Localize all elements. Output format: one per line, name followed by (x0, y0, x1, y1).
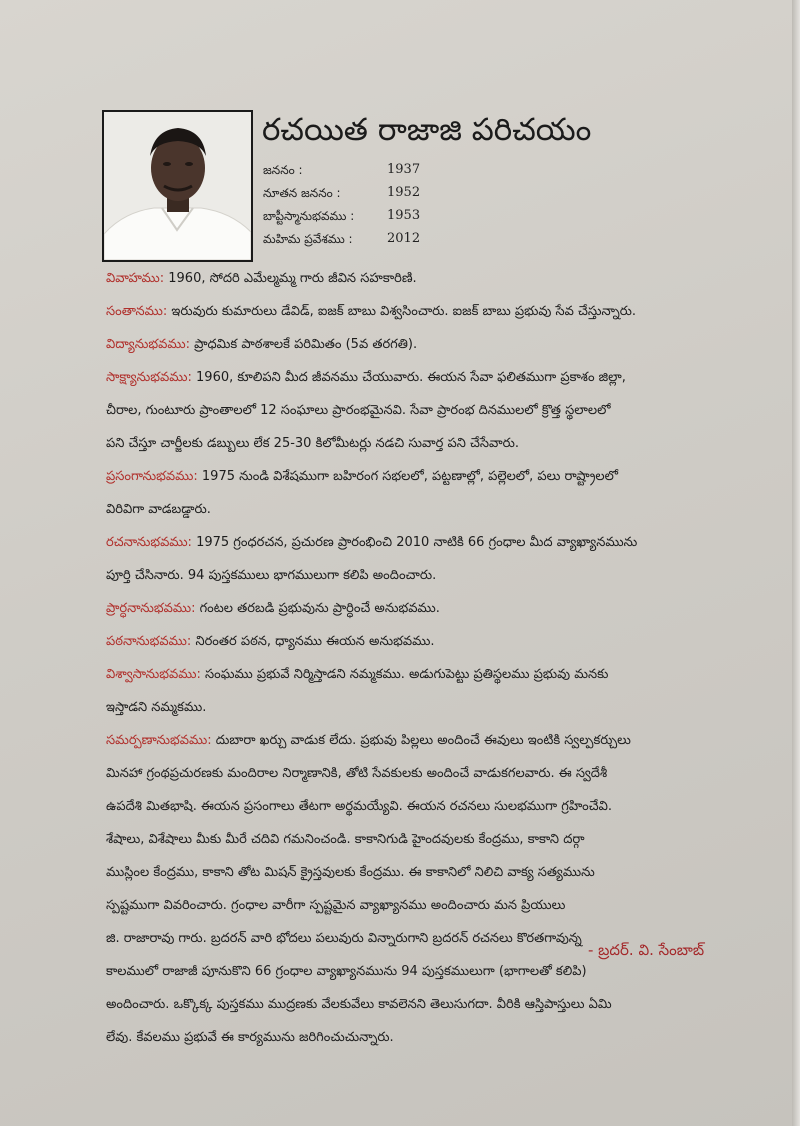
paragraph-line: ఉపదేశి మితభాషి. ఈయన ప్రసంగాలు తేటగా అర్థమయ్యేవి. ఈయన రచనలు సులభముగా గ్రహించేవి. (106, 799, 612, 814)
paragraph-line: మినహా గ్రంథప్రచురణకు మందిరాల నిర్మాణానికి, తోటి సేవకులకు అందించే వాడుకగలవారు. ఈ స్వదేశీ (106, 766, 608, 781)
profile-value: 1952 (387, 185, 421, 200)
paragraph-heading: సాక్ష్యానుభవము: (106, 370, 192, 385)
paragraph-heading: రచనానుభవము: (106, 535, 192, 550)
paragraph-heading: విద్యానుభవము: (106, 337, 190, 352)
paragraph-line: సంఘము ప్రభువే నిర్మిస్తాడని నమ్మకము. అడుగుపెట్టు ప్రతిస్థలము ప్రభువు మనకు (200, 667, 609, 682)
paragraph-line: చీరాల, గుంటూరు ప్రాంతాలలో 12 సంఘాలు ప్రారంభమైనవి. సేవా ప్రారంభ దినములలో క్రొత్త స్థలాలలో (106, 403, 611, 418)
paragraph-preaching (106, 460, 746, 493)
paragraph-line: ముస్లింల కేంద్రము, కాకాని తోట మిషన్ క్రైస్తవులకు కేంద్రము. ఈ కాకానిలో నిలిచి వాక్య సత్యమును (106, 865, 595, 880)
profile-label: బాప్టీస్మానుభవము : (263, 209, 355, 223)
paragraph-heading: పఠనానుభవము: (106, 634, 192, 649)
paragraph-line: జి. రాజారావు గారు. బ్రదరన్ వారి భోదలు పలువురు విన్నారుగాని బ్రదరన్ రచనలు కొరతగావున్న (106, 931, 582, 946)
paragraph-heading: విశ్వాసానుభవము: (106, 667, 201, 682)
paragraph-heading: సమర్పణానుభవము: (106, 733, 212, 748)
paragraph-line: ప్రాధమిక పాఠశాలకే పరిమితం (5వ తరగతి). (189, 337, 418, 352)
profile-label: మహిమ ప్రవేశము : (263, 232, 353, 246)
profile-value: 1937 (387, 162, 421, 177)
paragraph-line: 1975 నుండి విశేషముగా బహిరంగ సభలలో, పట్టణాల్లో, పల్లెలలో, పలు రాష్ట్రాలలో (197, 469, 619, 484)
profile-value: 2012 (387, 231, 421, 246)
page-edge (792, 0, 800, 1126)
paragraph-prayer (106, 592, 746, 625)
profile-row-birth (263, 159, 443, 181)
paragraph-faith (106, 658, 746, 691)
paragraph-marriage (106, 262, 746, 295)
paragraph-heading: వివాహము: (106, 271, 165, 286)
biography-text (106, 262, 746, 1054)
paragraph-line: గంటల తరబడి ప్రభువును ప్రార్ధించే అనుభవము. (195, 601, 440, 616)
paragraph-line: పని చేస్తూ చార్జీలకు డబ్బులు లేక 25-30 కిలోమీటర్లు నడచి సువార్త పని చేసేవారు. (106, 436, 519, 451)
paragraph-line: పూర్తి చేసినారు. 94 పుస్తకములు భాగములుగా కలిపి అందించారు. (106, 568, 437, 583)
author-photo (102, 110, 253, 262)
paragraph-line: నిరంతర పఠన, ధ్యానము ఈయన అనుభవము. (191, 634, 435, 649)
paragraph-writing (106, 526, 746, 559)
paragraph-line: శేషాలు, విశేషాలు మీకు మీరే చదివి గమనించండి. కాకానిగుడి హైందవులకు కేంద్రము, కాకాని దర్గా (106, 832, 585, 847)
profile-row-baptism (263, 205, 443, 227)
paragraph-heading: ప్రసంగానుభవము: (106, 469, 198, 484)
paragraph-line: ఇస్తాడని నమ్మకము. (106, 700, 207, 715)
author-signature: - బ్రదర్. వి. సేంబాబ్ (588, 941, 705, 959)
paragraph-testimony (106, 361, 746, 394)
paragraph-heading: ప్రార్ధనానుభవము: (106, 601, 196, 616)
profile-row-new-birth (263, 182, 443, 204)
page-title: రచయిత రాజాజి పరిచయం (262, 112, 592, 148)
paragraph-line: అందించారు. ఒక్కొక్క పుస్తకము ముద్రణకు వేలకువేలు కావలెనని తెలుసుగదా. వీరికి ఆస్తిపాస్తులు ఏమి (106, 997, 612, 1012)
paragraph-dedication (106, 724, 746, 757)
paragraph-line: స్పష్టముగా వివరించారు. గ్రంధాల వారీగా స్పష్టమైన వ్యాఖ్యానము అందించారు మన ప్రియులు (106, 898, 566, 913)
profile-label: నూతన జననం : (263, 186, 341, 200)
paragraph-education (106, 328, 746, 361)
paragraph-line: 1960, సోదరి ఎమేల్మమ్మ గారు జీవిన సహకారిణి. (164, 271, 417, 286)
paragraph-line: 1975 గ్రంధరచన, ప్రచురణ ప్రారంభించి 2010 నాటికి 66 గ్రంధాల మీద వ్యాఖ్యానమును (191, 535, 638, 550)
paragraph-line: విరివిగా వాడబడ్డారు. (106, 502, 211, 517)
profile-row-glory (263, 228, 443, 250)
paragraph-heading: సంతానము: (106, 304, 168, 319)
paragraph-children (106, 295, 746, 328)
paragraph-line: 1960, కూలిపని మీద జీవనము చేయువారు. ఈయన సేవా ఫలితముగా ప్రకాశం జిల్లా, (191, 370, 626, 385)
profile-value: 1953 (387, 208, 421, 223)
paragraph-line: ఇరువురు కుమారులు డేవిడ్, ఐజక్ బాబు విశ్వసించారు. ఐజక్ బాబు ప్రభువు సేవ చేస్తున్నారు. (167, 304, 637, 319)
paragraph-line: లేవు. కేవలము ప్రభువే ఈ కార్యమును జరిగించుచున్నారు. (106, 1030, 394, 1045)
paragraph-line: దుబారా ఖర్చు వాడుక లేదు. ప్రభువు పిల్లలు అందించే ఈవులు ఇంటికి స్వల్పకర్చులు (211, 733, 631, 748)
paragraph-line: కాలములో రాజాజీ పూనుకొని 66 గ్రంధాల వ్యాఖ్యానమును 94 పుస్తకములుగా (భాగాలతో కలిపి) (106, 964, 587, 979)
profile-label: జననం : (263, 163, 303, 177)
paragraph-reading (106, 625, 746, 658)
